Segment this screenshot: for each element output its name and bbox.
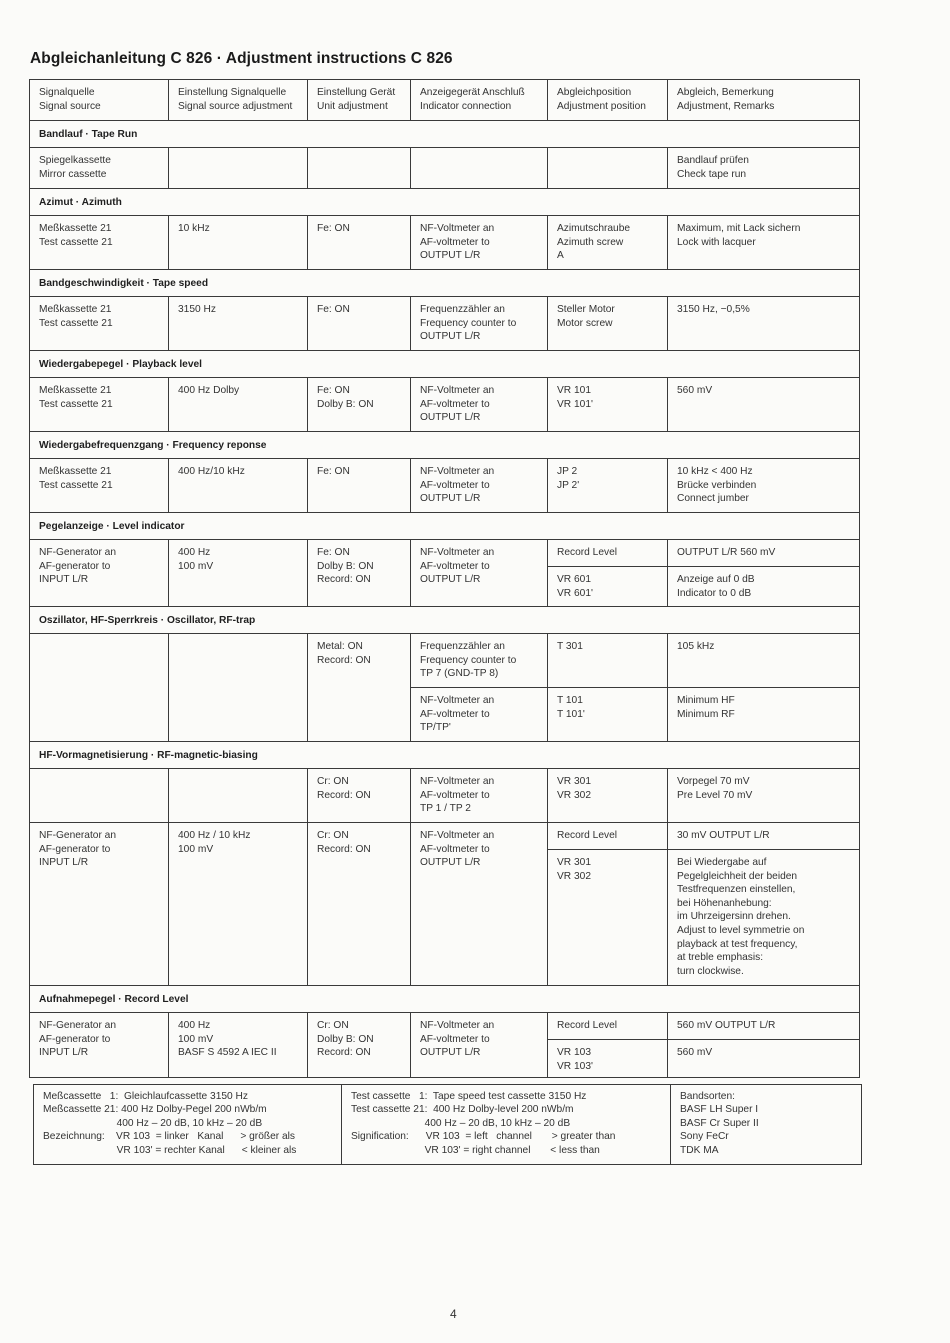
table-cell: VR 301 VR 302 (548, 850, 668, 986)
table-cell: Record Level (548, 823, 668, 850)
table-cell: JP 2 JP 2' (548, 459, 668, 513)
table-cell: Spiegelkassette Mirror cassette (30, 148, 169, 189)
table-cell: 30 mV OUTPUT L/R (668, 823, 860, 850)
table-cell: NF-Voltmeter an AF-voltmeter to OUTPUT L/R (411, 378, 548, 432)
table-cell: VR 103 VR 103' (548, 1040, 668, 1078)
table-cell (548, 148, 668, 189)
table-row (30, 634, 860, 688)
table-cell: Record Level (548, 540, 668, 567)
table-cell: OUTPUT L/R 560 mV (668, 540, 860, 567)
legend-english: Test cassette 1: Tape speed test cassette 3150 Hz Test cassette 21: 400 Hz Dolby-level 200 nWb/m 400 Hz – 20 dB, 10 kHz – 20 dB Signification: VR 103 = left channel > greater than VR 103' = right channel < less than (342, 1085, 671, 1165)
table-cell: T 301 (548, 634, 668, 688)
table-cell: NF-Generator an AF-generator to INPUT L/R (30, 1013, 169, 1078)
section-heading: Azimut · Azimuth (30, 189, 860, 216)
adjustment-table (29, 79, 860, 1078)
table-cell: 560 mV OUTPUT L/R (668, 1013, 860, 1040)
table-cell: 400 Hz 100 mV BASF S 4592 A IEC II (169, 1013, 308, 1078)
table-cell: Cr: ON Record: ON (308, 823, 411, 986)
table-cell (30, 769, 169, 823)
table-cell (169, 634, 308, 742)
table-row (30, 1013, 860, 1040)
table-cell: 3150 Hz (169, 297, 308, 351)
table-cell: Fe: ON (308, 297, 411, 351)
table-cell: NF-Generator an AF-generator to INPUT L/R (30, 540, 169, 607)
table-cell (169, 769, 308, 823)
table-cell (308, 148, 411, 189)
table-cell: Maximum, mit Lack sichern Lock with lacquer (668, 216, 860, 270)
table-cell: Bandlauf prüfen Check tape run (668, 148, 860, 189)
table-cell: VR 101 VR 101' (548, 378, 668, 432)
table-cell (411, 148, 548, 189)
section-heading: Wiedergabefrequenzgang · Frequency reponse (30, 432, 860, 459)
table-cell: 10 kHz (169, 216, 308, 270)
table-cell: Frequenzzähler an Frequency counter to OUTPUT L/R (411, 297, 548, 351)
section-heading: Bandlauf · Tape Run (30, 121, 860, 148)
table-row (30, 148, 860, 189)
legend-table (33, 1084, 862, 1165)
table-row (30, 297, 860, 351)
table-cell: 560 mV (668, 1040, 860, 1078)
table-cell: Vorpegel 70 mV Pre Level 70 mV (668, 769, 860, 823)
table-cell: VR 301 VR 302 (548, 769, 668, 823)
table-cell: NF-Voltmeter an AF-voltmeter to OUTPUT L/R (411, 216, 548, 270)
tape-types: Bandsorten: BASF LH Super I BASF Cr Super II Sony FeCr TDK MA (671, 1085, 862, 1165)
header-cell: Abgleich, Bemerkung Adjustment, Remarks (668, 80, 860, 121)
section-heading: Oszillator, HF-Sperrkreis · Oscillator, RF-trap (30, 607, 860, 634)
table-cell (169, 148, 308, 189)
table-cell: Fe: ON Dolby B: ON (308, 378, 411, 432)
table-cell: T 101 T 101' (548, 688, 668, 742)
header-cell: Abgleichposition Adjustment position (548, 80, 668, 121)
table-cell: 400 Hz Dolby (169, 378, 308, 432)
section-heading: Aufnahmepegel · Record Level (30, 986, 860, 1013)
table-cell: Azimutschraube Azimuth screw A (548, 216, 668, 270)
table-cell (30, 634, 169, 742)
table-row (30, 540, 860, 567)
section-heading: Pegelanzeige · Level indicator (30, 513, 860, 540)
section-heading: Bandgeschwindigkeit · Tape speed (30, 270, 860, 297)
table-cell: Minimum HF Minimum RF (668, 688, 860, 742)
table-cell: Steller Motor Motor screw (548, 297, 668, 351)
table-cell: Meßkassette 21 Test cassette 21 (30, 297, 169, 351)
section-heading: HF-Vormagnetisierung · RF-magnetic-biasing (30, 742, 860, 769)
table-cell: Fe: ON (308, 459, 411, 513)
table-cell: NF-Voltmeter an AF-voltmeter to OUTPUT L/R (411, 459, 548, 513)
table-cell: Metal: ON Record: ON (308, 634, 411, 742)
table-row (30, 459, 860, 513)
table-cell: NF-Voltmeter an AF-voltmeter to OUTPUT L/R (411, 823, 548, 986)
table-row (30, 216, 860, 270)
table-cell: 3150 Hz, −0,5% (668, 297, 860, 351)
table-cell: Cr: ON Record: ON (308, 769, 411, 823)
table-cell: Fe: ON Dolby B: ON Record: ON (308, 540, 411, 607)
header-cell: Einstellung Signalquelle Signal source adjustment (169, 80, 308, 121)
table-cell: Frequenzzähler an Frequency counter to TP 7 (GND-TP 8) (411, 634, 548, 688)
table-cell: 400 Hz 100 mV (169, 540, 308, 607)
legend-german: Meßcassette 1: Gleichlaufcassette 3150 Hz Meßcassette 21: 400 Hz Dolby-Pegel 200 nWb/m 400 Hz – 20 dB, 10 kHz – 20 dB Bezeichnung: VR 103 = linker Kanal > größer als VR 103' = rechter Kanal < kleiner als (34, 1085, 342, 1165)
table-cell: Bei Wiedergabe auf Pegelgleichheit der beiden Testfrequenzen einstellen, bei Höhenanhebung: im Uhrzeigersinn drehen. Adjust to level symmetrie on playback at test frequency, at treble emphasis: turn clockwise. (668, 850, 860, 986)
header-cell: Einstellung Gerät Unit adjustment (308, 80, 411, 121)
table-cell: 560 mV (668, 378, 860, 432)
table-cell: Record Level (548, 1013, 668, 1040)
table-cell: NF-Voltmeter an AF-voltmeter to TP/TP' (411, 688, 548, 742)
table-cell: Meßkassette 21 Test cassette 21 (30, 378, 169, 432)
table-cell: Fe: ON (308, 216, 411, 270)
table-cell: NF-Voltmeter an AF-voltmeter to TP 1 / TP 2 (411, 769, 548, 823)
table-cell: VR 601 VR 601' (548, 567, 668, 607)
table-cell: NF-Voltmeter an AF-voltmeter to OUTPUT L/R (411, 540, 548, 607)
table-cell: NF-Voltmeter an AF-voltmeter to OUTPUT L/R (411, 1013, 548, 1078)
header-cell: Anzeigegerät Anschluß Indicator connection (411, 80, 548, 121)
table-cell: 105 kHz (668, 634, 860, 688)
table-cell: 400 Hz/10 kHz (169, 459, 308, 513)
table-cell: 10 kHz < 400 Hz Brücke verbinden Connect jumber (668, 459, 860, 513)
table-cell: Meßkassette 21 Test cassette 21 (30, 216, 169, 270)
table-cell: NF-Generator an AF-generator to INPUT L/R (30, 823, 169, 986)
table-row (30, 823, 860, 850)
table-row (30, 378, 860, 432)
table-cell: Meßkassette 21 Test cassette 21 (30, 459, 169, 513)
table-header (30, 80, 860, 121)
table-cell: Cr: ON Dolby B: ON Record: ON (308, 1013, 411, 1078)
table-cell: 400 Hz / 10 kHz 100 mV (169, 823, 308, 986)
table-row (30, 769, 860, 823)
page-number: 4 (450, 1307, 457, 1321)
page-title: Abgleichanleitung C 826 · Adjustment instructions C 826 (30, 50, 453, 67)
section-heading: Wiedergabepegel · Playback level (30, 351, 860, 378)
header-cell: Signalquelle Signal source (30, 80, 169, 121)
table-cell: Anzeige auf 0 dB Indicator to 0 dB (668, 567, 860, 607)
